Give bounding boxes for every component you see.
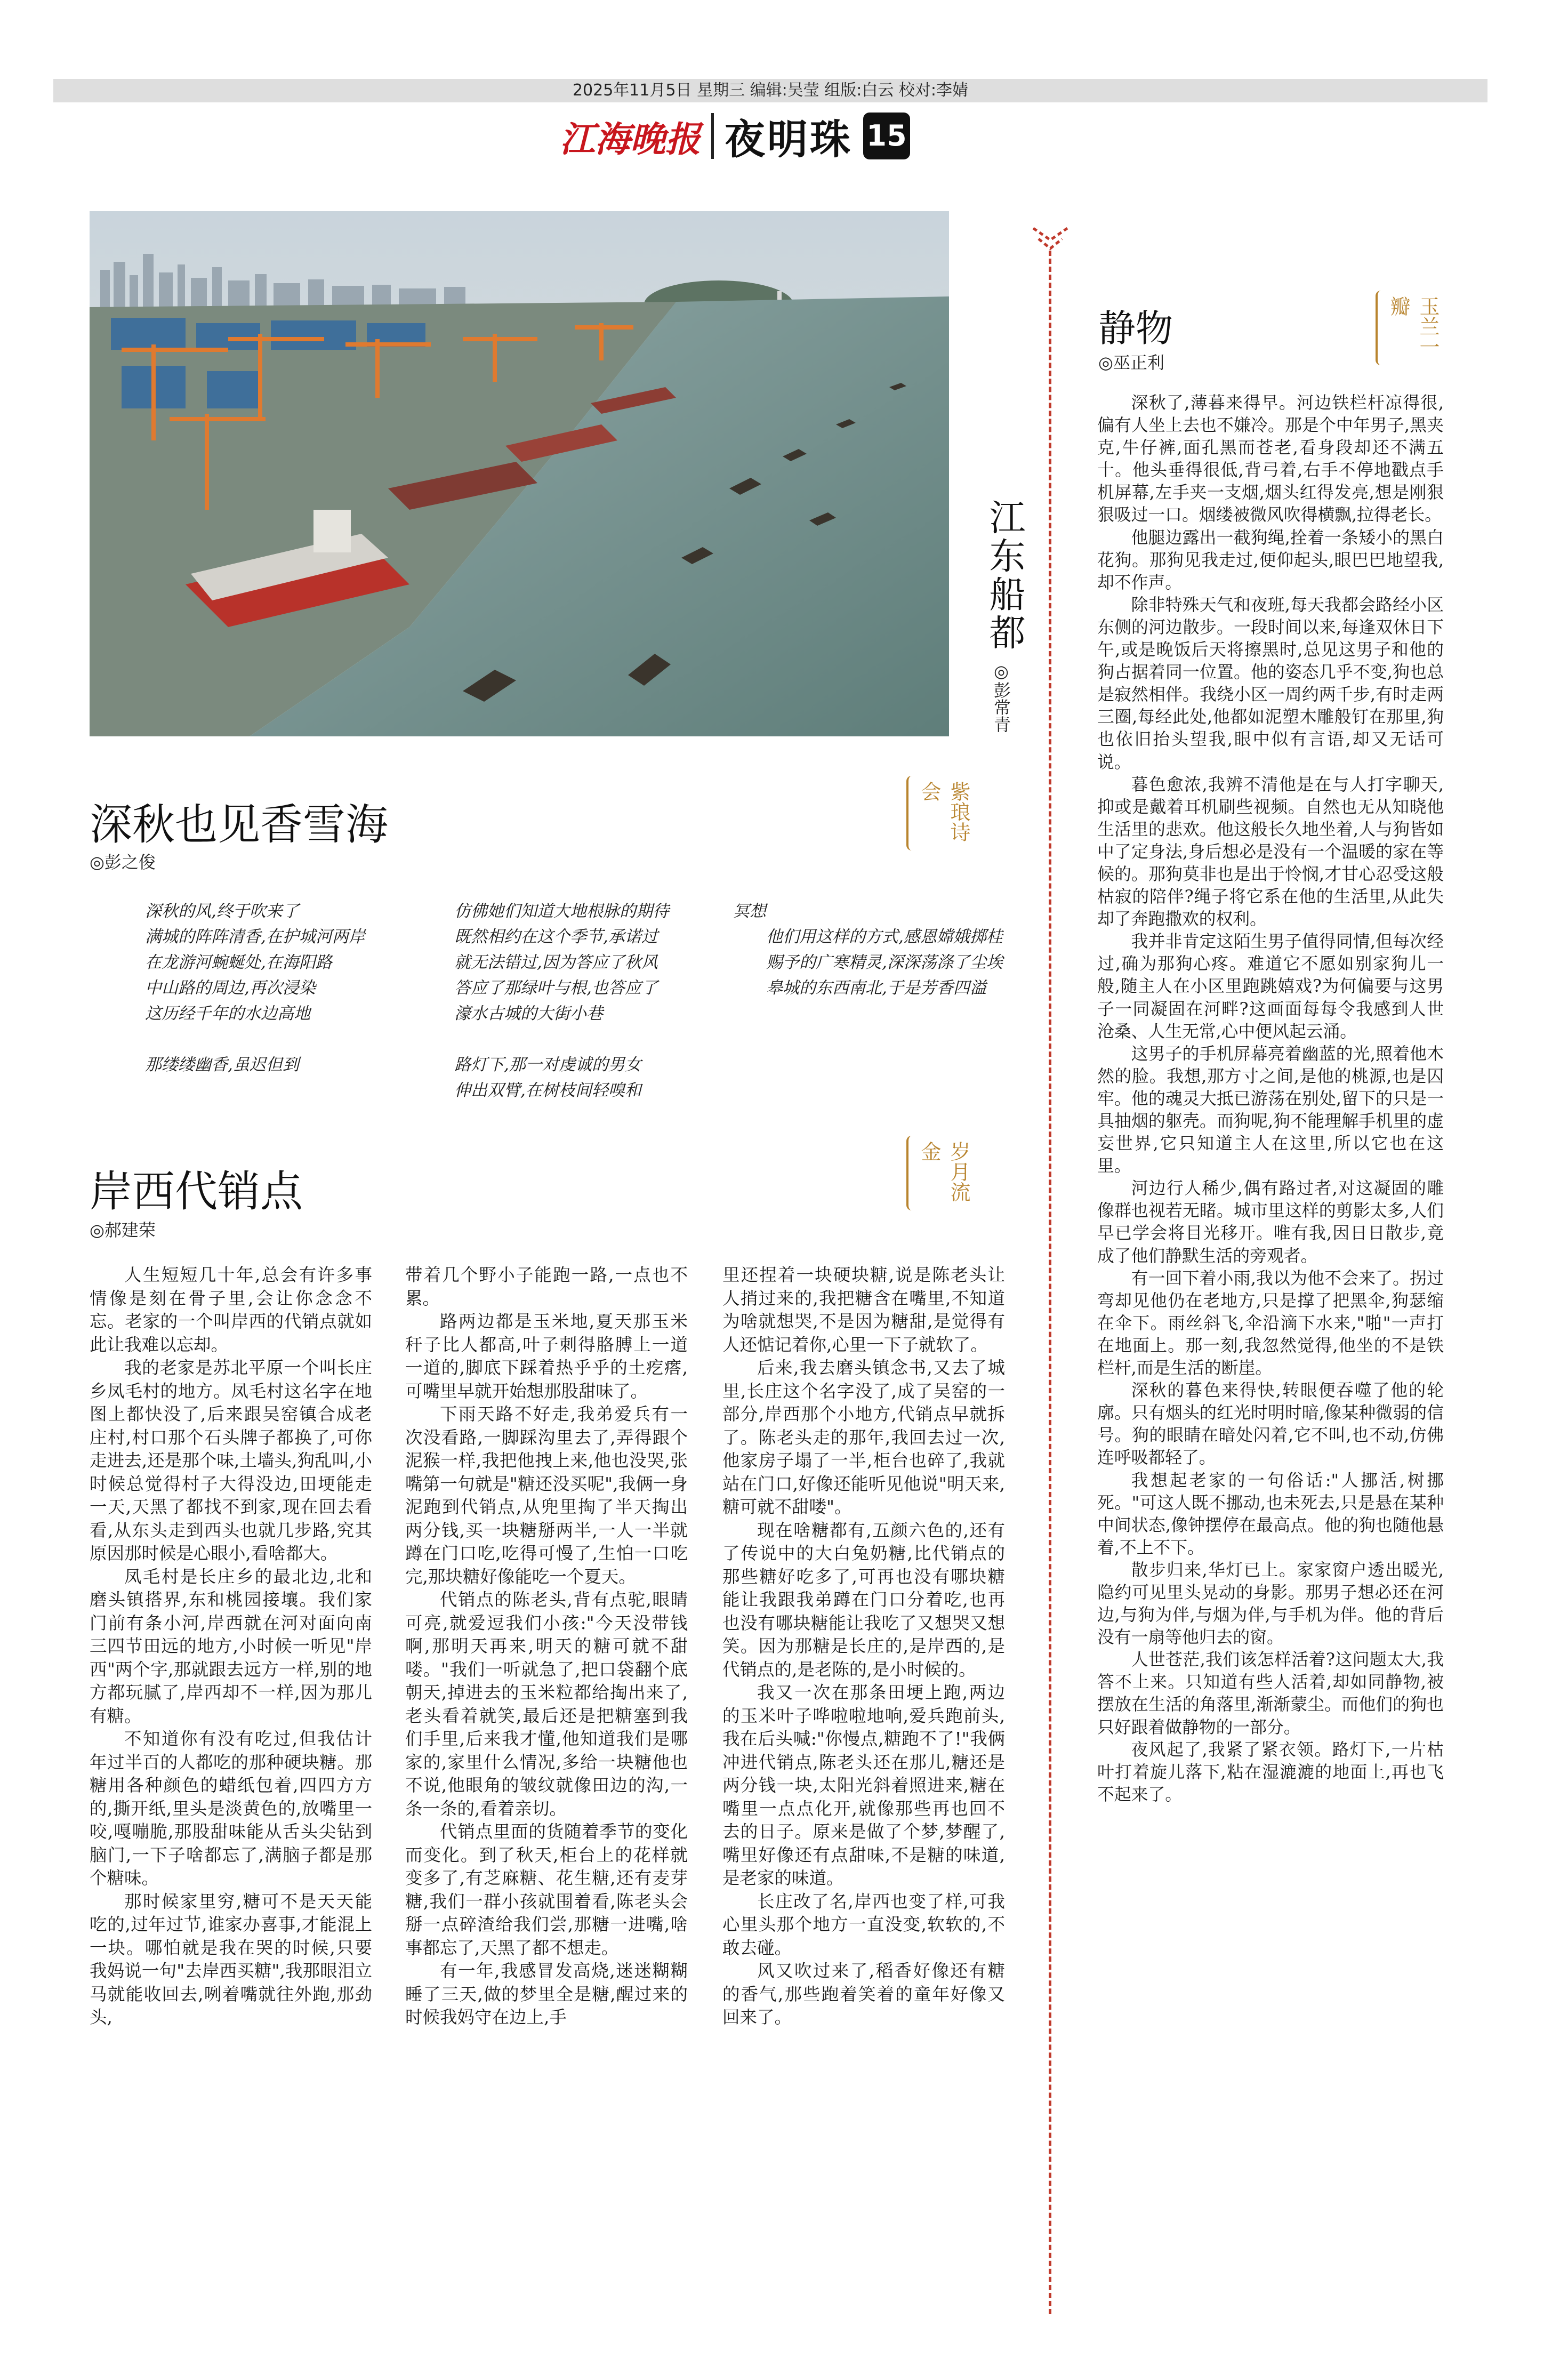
masthead bbox=[560, 107, 910, 165]
paragraph: 里还捏着一块硬块糖,说是陈老头让人捎过来的,我把糖含在嘴里,不知道为啥就想哭,不是因为糖甜,是觉得有人还惦记着你,心里一下子就软了。 bbox=[722, 1265, 1005, 1355]
paragraph: 人生短短几十年,总会有许多事情像是刻在骨子里,会让你念念不忘。老家的一个叫岸西的代销点就如此让我难以忘却。 bbox=[90, 1265, 372, 1355]
paragraph: 代销点里面的货随着季节的变化而变化。到了秋天,柜台上的花样就变多了,有芝麻糖、花生糖,还有麦芽糖,我们一群小孩就围着看,陈老头会掰一点碎渣给我们尝,那糖一进嘴,啥事都忘了,天黑了都不想走。 bbox=[405, 1821, 688, 1958]
essay-col-2 bbox=[405, 1264, 688, 2029]
page-number: 15 bbox=[863, 113, 910, 159]
paragraph: 长庄改了名,岸西也变了样,可我心里头那个地方一直没变,软软的,不敢去碰。 bbox=[722, 1891, 1005, 1958]
paragraph: 路两边都是玉米地,夏天那玉米秆子比人都高,叶子刺得胳膊上一道一道的,脚底下踩着热乎乎的土疙瘩,可嘴里早就开始想那股甜味了。 bbox=[405, 1311, 688, 1401]
shipyard-illustration bbox=[90, 211, 949, 736]
column-badge-poem bbox=[906, 776, 970, 861]
poem-line: 皋城的东西南北,于是芳香四溢 bbox=[766, 978, 986, 998]
side-column-name: 玉兰一瓣 bbox=[1387, 296, 1440, 357]
paragraph: 夜风起了,我紧了紧衣领。路灯下,一片枯叶打着旋儿落下,粘在湿漉漉的地面上,再也飞不起来了。 bbox=[1097, 1739, 1444, 1804]
paragraph: 我又一次在那条田埂上跑,两边的玉米叶子哗啦啦地响,爱兵跑前头,我在后头喊:"你慢点,糖跑不了!"我俩冲进代销点,陈老头还在那儿,糖还是两分钱一块,太阳光斜着照进来,糖在嘴里一点点化开,就像那些再也回不去的日子。原来是做了个梦,梦醒了,嘴里好像还有点甜味,不是糖的味道,是老家的味道。 bbox=[722, 1682, 1005, 1888]
paragraph: 那时候家里穷,糖可不是天天能吃的,过年过节,谁家办喜事,才能混上一块。哪怕就是我在哭的时候,只要我妈说一句"去岸西买糖",我那眼泪立马就能收回去,咧着嘴就往外跑,那劲头, bbox=[90, 1891, 372, 2027]
poem-col-3 bbox=[733, 898, 1005, 1001]
photo-byline: ◎彭常青 bbox=[991, 661, 1011, 733]
paragraph: 风又吹过来了,稻香好像还有糖的香气,那些跑着笑着的童年好像又回来了。 bbox=[722, 1961, 1005, 2027]
poem-line bbox=[112, 1026, 379, 1052]
paragraph: 深秋的暮色来得快,转眼便吞噬了他的轮廓。只有烟头的红光时明时暗,像某种微弱的信号。狗的眼睛在暗处闪着,它不叫,也不动,仿佛连呼吸都轻了。 bbox=[1097, 1380, 1444, 1468]
paragraph: 下雨天路不好走,我弟爱兵有一次没看路,一脚踩沟里去了,弄得跟个泥猴一样,我把他拽上来,他也没哭,张嘴第一句就是"糖还没买呢",我俩一身泥跑到代销点,从兜里掏了半天掏出两分钱,买一块糖掰两半,一人一半就蹲在门口吃,吃得可慢了,生怕一口吃完,那块糖好像能吃一个夏天。 bbox=[405, 1404, 688, 1587]
masthead-separator bbox=[711, 113, 714, 159]
poem-byline: ◎彭之俊 bbox=[90, 852, 156, 872]
column-divider bbox=[1049, 251, 1051, 2314]
poem-col-1 bbox=[112, 898, 379, 1078]
paragraph: 河边行人稀少,偶有路过者,对这凝固的雕像群也视若无睹。城市里这样的剪影太多,人们早已学会将目光移开。唯有我,因日日散步,竟成了他们静默生活的旁观者。 bbox=[1097, 1178, 1444, 1266]
essay-title: 岸西代销点 bbox=[90, 1167, 303, 1216]
poem-col-2 bbox=[421, 898, 693, 1103]
paragraph: 有一回下着小雨,我以为他不会来了。拐过弯却见他仍在老地方,只是撑了把黑伞,狗瑟缩在伞下。雨丝斜飞,伞沿滴下水来,"啪"一声打在地面上。那一刻,我忽然觉得,他坐的不是铁栏杆,而是生活的断崖。 bbox=[1097, 1268, 1444, 1378]
side-body bbox=[1097, 392, 1444, 1806]
poem-line: 他们用这样的方式,感恩嫦娥掷桂 bbox=[766, 927, 1003, 946]
column-badge-essay bbox=[906, 1136, 970, 1221]
paragraph: 这男子的手机屏幕亮着幽蓝的光,照着他木然的脸。我想,那方寸之间,是他的桃源,也是囚牢。他的魂灵大抵已游荡在别处,留下的只是一具抽烟的躯壳。而狗呢,狗不能理解手机里的虚妄世界,它只知道主人在这里,所以它也在这里。 bbox=[1097, 1043, 1444, 1176]
paragraph: 暮色愈浓,我辨不清他是在与人打字聊天,抑或是戴着耳机刷些视频。自然也无从知晓他生活里的悲欢。他这般长久地坐着,人与狗皆如中了定身法,身后想必是没有一个温暖的家在等候的。那狗莫非也是出于怜悯,才甘心忍受这般枯寂的陪伴?绳子将它系在他的生活里,从此失却了奔跑撒欢的权利。 bbox=[1097, 774, 1444, 929]
poem-line: 冥想 bbox=[733, 902, 766, 921]
paragraph: 带着几个野小子能跑一路,一点也不累。 bbox=[405, 1265, 688, 1309]
paragraph: 凤毛村是长庄乡的最北边,北和磨头镇搭界,东和桃园接壤。我们家门前有条小河,岸西就在河对面向南三四节田远的地方,小时候一听见"岸西"两个字,那就跟去远方一样,别的地方都玩腻了,岸西却不一样,因为那儿有糖。 bbox=[90, 1566, 372, 1726]
paragraph: 不知道你有没有吃过,但我估计年过半百的人都吃的那种硬块糖。那糖用各种颜色的蜡纸包着,四四方方的,撕开纸,里头是淡黄色的,放嘴里一咬,嘎嘣脆,那股甜味能从舌头尖钻到脑门,一下子啥都忘了,满脑子都是那个糖味。 bbox=[90, 1729, 372, 1888]
poem-line bbox=[421, 1026, 693, 1052]
paragraph: 代销点的陈老头,背有点驼,眼睛可亮,就爱逗我们小孩:"今天没带钱啊,那明天再来,明天的糖可就不甜喽。"我们一听就急了,把口袋翻个底朝天,掉进去的玉米粒都给掏出来了,老头看着就笑,最后还是把糖塞到我们手里,后来我才懂,他知道我们是哪家的,家里什么情况,多给一块糖他也不说,他眼角的皱纹就像田边的沟,一条一条的,看着亲切。 bbox=[405, 1590, 688, 1819]
poem-line: 在龙游河蜿蜒处,在海阳路 bbox=[145, 953, 332, 972]
paragraph: 他腿边露出一截狗绳,拴着一条矮小的黑白花狗。那狗见我走过,便仰起头,眼巴巴地望我,却不作声。 bbox=[1097, 527, 1444, 592]
poem-line: 赐予的广寒精灵,深深荡涤了尘埃 bbox=[766, 953, 1003, 972]
paragraph: 我的老家是苏北平原一个叫长庄乡凤毛村的地方。凤毛村这名字在地图上都快没了,后来跟吴窑镇合成老庄村,村口那个石头牌子都换了,可你走进去,还是那个味,土墙头,狗乱叫,小时候总觉得村子大得没边,田埂能走一天,天黑了都找不到家,现在回去看看,从东头走到西头也就几步路,究其原因那时候是心眼小,看啥都大。 bbox=[90, 1358, 372, 1563]
essay-column-name: 岁月流金 bbox=[918, 1141, 970, 1202]
essay-col-1 bbox=[90, 1264, 372, 2029]
paragraph: 散步归来,华灯已上。家家窗户透出暖光,隐约可见里头晃动的身影。那男子想必还在河边,与狗为伴,与烟为伴,与手机为伴。他的背后没有一扇等他归去的窗。 bbox=[1097, 1560, 1444, 1648]
poem-line: 伸出双臂,在树枝间轻嗅和 bbox=[454, 1081, 641, 1100]
paragraph: 深秋了,薄暮来得早。河边铁栏杆凉得很,偏有人坐上去也不嫌冷。那是个中年男子,黑夹克,牛仔裤,面孔黑而苍老,看身段却还不满五十。他头垂得很低,背弓着,右手不停地戳点手机屏幕,左手夹一支烟,烟头红得发亮,想是刚狠狠吸过一口。烟缕被微风吹得横飘,拉得老长。 bbox=[1097, 393, 1444, 525]
paragraph: 我并非肯定这陌生男子值得同情,但每次经过,确为那狗心疼。难道它不愿如别家狗儿一般,随主人在小区里跑跳嬉戏?为何偏要与这男子一同凝固在河畔?这画面每每令我感到人世沧桑、人生无常,心中便风起云涌。 bbox=[1097, 932, 1444, 1041]
paragraph: 除非特殊天气和夜班,每天我都会路经小区东侧的河边散步。一段时间以来,每逢双休日下午,或是晚饭后天将擦黑时,总见这男子和他的狗占据着同一位置。他的姿态几乎不变,狗也总是寂然相伴。我绕小区一周约两千步,有时走两三圈,每经此处,他都如泥塑木雕般钉在那里,狗也依旧抬头望我,眼中似有言语,却又无话可说。 bbox=[1097, 595, 1444, 772]
photo-title: 江东船都 bbox=[983, 499, 1025, 652]
header-meta: 2025年11月5日 星期三 编辑:吴莹 组版:白云 校对:李婧 bbox=[572, 81, 969, 100]
poem-line: 濠水古城的大街小巷 bbox=[454, 1004, 603, 1023]
poem-line: 这历经千年的水边高地 bbox=[145, 1004, 310, 1023]
poem-title: 深秋也见香雪海 bbox=[90, 800, 388, 849]
essay-col-3 bbox=[722, 1264, 1005, 2029]
column-badge-side bbox=[1376, 291, 1440, 376]
newspaper-logo: 江海晚报 bbox=[560, 118, 701, 160]
paragraph: 后来,我去磨头镇念书,又去了城里,长庄这个名字没了,成了吴窑的一部分,岸西那个小地方,代销点早就拆了。陈老头走的那年,我回去过一次,他家房子塌了一半,柜台也碎了,我就站在门口,好像还能听见他说"明天来,糖可就不甜喽"。 bbox=[722, 1358, 1005, 1517]
side-byline: ◎巫正利 bbox=[1098, 352, 1164, 373]
paragraph: 现在啥糖都有,五颜六色的,还有了传说中的大白兔奶糖,比代销点的那些糖好吃多了,可再也没有哪块糖能让我跟我弟蹲在门口分着吃,也再也没有哪块糖能让我吃了又想哭又想笑。因为那糖是长庄的,是岸西的,是代销点的,是老陈的,是小时候的。 bbox=[722, 1520, 1005, 1680]
shipyard-photo bbox=[90, 211, 949, 736]
section-name: 夜明珠 bbox=[725, 115, 853, 163]
poem-line: 中山路的周边,再次浸染 bbox=[145, 978, 316, 998]
poem-line: 路灯下,那一对虔诚的男女 bbox=[454, 1055, 641, 1074]
poem-line: 深秋的风,终于吹来了 bbox=[145, 902, 299, 921]
essay-byline: ◎郝建荣 bbox=[90, 1220, 156, 1240]
poem-line: 就无法错过,因为答应了秋风 bbox=[454, 953, 658, 972]
poem-line: 满城的阵阵清香,在护城河两岸 bbox=[145, 927, 365, 946]
paragraph: 有一年,我感冒发高烧,迷迷糊糊睡了三天,做的梦里全是糖,醒过来的时候我妈守在边上,手 bbox=[405, 1961, 688, 2027]
poem-column-name: 紫琅诗会 bbox=[918, 781, 970, 842]
header-meta-bar bbox=[53, 79, 1487, 102]
chevron-down-icon bbox=[1029, 224, 1072, 256]
side-title: 静物 bbox=[1098, 307, 1173, 350]
poem-line: 那缕缕幽香,虽迟但到 bbox=[145, 1055, 299, 1074]
paragraph: 我想起老家的一句俗话:"人挪活,树挪死。"可这人既不挪动,也未死去,只是悬在某种中间状态,像钟摆停在最高点。他的狗也随他悬着,不上不下。 bbox=[1097, 1470, 1444, 1558]
poem-line: 既然相约在这个季节,承诺过 bbox=[454, 927, 658, 946]
poem-line: 答应了那绿叶与根,也答应了 bbox=[454, 978, 658, 998]
poem-line: 仿佛她们知道大地根脉的期待 bbox=[454, 902, 669, 921]
paragraph: 人世苍茫,我们该怎样活着?这问题太大,我答不上来。只知道有些人活着,却如同静物,被摆放在生活的角落里,渐渐蒙尘。而他们的狗也只好跟着做静物的一部分。 bbox=[1097, 1650, 1444, 1737]
